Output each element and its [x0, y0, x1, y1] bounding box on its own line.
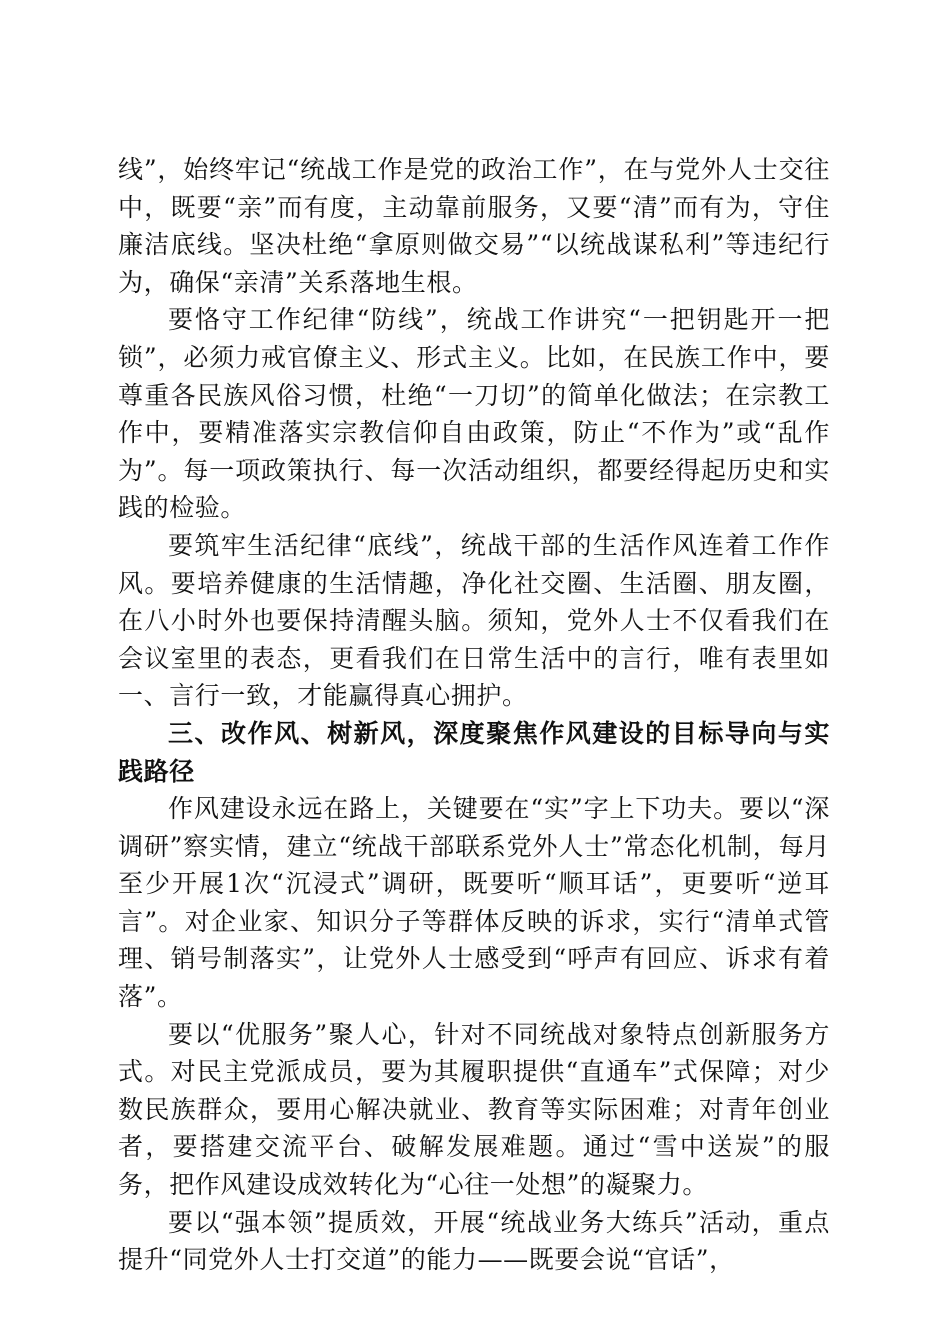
- paragraph-deep-research: 作风建设永远在路上，关键要在“实”字上下功夫。要以“深调研”察实情，建立“统战干部联系党外人士”常态化机制，每月至少开展1次“沉浸式”调研，既要听“顺耳话”，更要听“逆耳言”。对企业家、知识分子等群体反映的诉求，实行“清单式管理、销号制落实”，让党外人士感受到“呼声有回应、诉求有着落”。: [118, 794, 830, 1012]
- paragraph-better-service: 要以“优服务”聚人心，针对不同统战对象特点创新服务方式。对民主党派成员，要为其履职提供“直通车”式保障；对少数民族群众，要用心解决就业、教育等实际困难；对青年创业者，要搭建交流平台、破解发展难题。通过“雪中送炭”的服务，把作风建设成效转化为“心往一处想”的凝聚力。: [118, 1019, 830, 1200]
- paragraph-life-discipline: 要筑牢生活纪律“底线”，统战干部的生活作风连着工作作风。要培养健康的生活情趣，净化社交圈、生活圈、朋友圈，在八小时外也要保持清醒头脑。须知，党外人士不仅看我们在会议室里的表态，更看我们在日常生活中的言行，唯有表里如一、言行一致，才能赢得真心拥护。: [118, 530, 830, 711]
- section-heading: 三、改作风、树新风，深度聚焦作风建设的目标导向与实践路径: [118, 718, 830, 786]
- paragraph-strengthen-skills: 要以“强本领”提质效，开展“统战业务大练兵”活动，重点提升“同党外人士打交道”的能力——既要会说“官话”，: [118, 1207, 830, 1275]
- paragraph-work-discipline: 要恪守工作纪律“防线”，统战工作讲究“一把钥匙开一把锁”，必须力戒官僚主义、形式主义。比如，在民族工作中，要尊重各民族风俗习惯，杜绝“一刀切”的简单化做法；在宗教工作中，要精准落实宗教信仰自由政策，防止“不作为”或“乱作为”。每一项政策执行、每一次活动组织，都要经得起历史和实践的检验。: [118, 305, 830, 523]
- document-body: [118, 151, 830, 1279]
- paragraph-continuation: 线”，始终牢记“统战工作是党的政治工作”，在与党外人士交往中，既要“亲”而有度，主动靠前服务，又要“清”而有为，守住廉洁底线。坚决杜绝“拿原则做交易”“以统战谋私利”等违纪行为，确保“亲清”关系落地生根。: [118, 155, 830, 297]
